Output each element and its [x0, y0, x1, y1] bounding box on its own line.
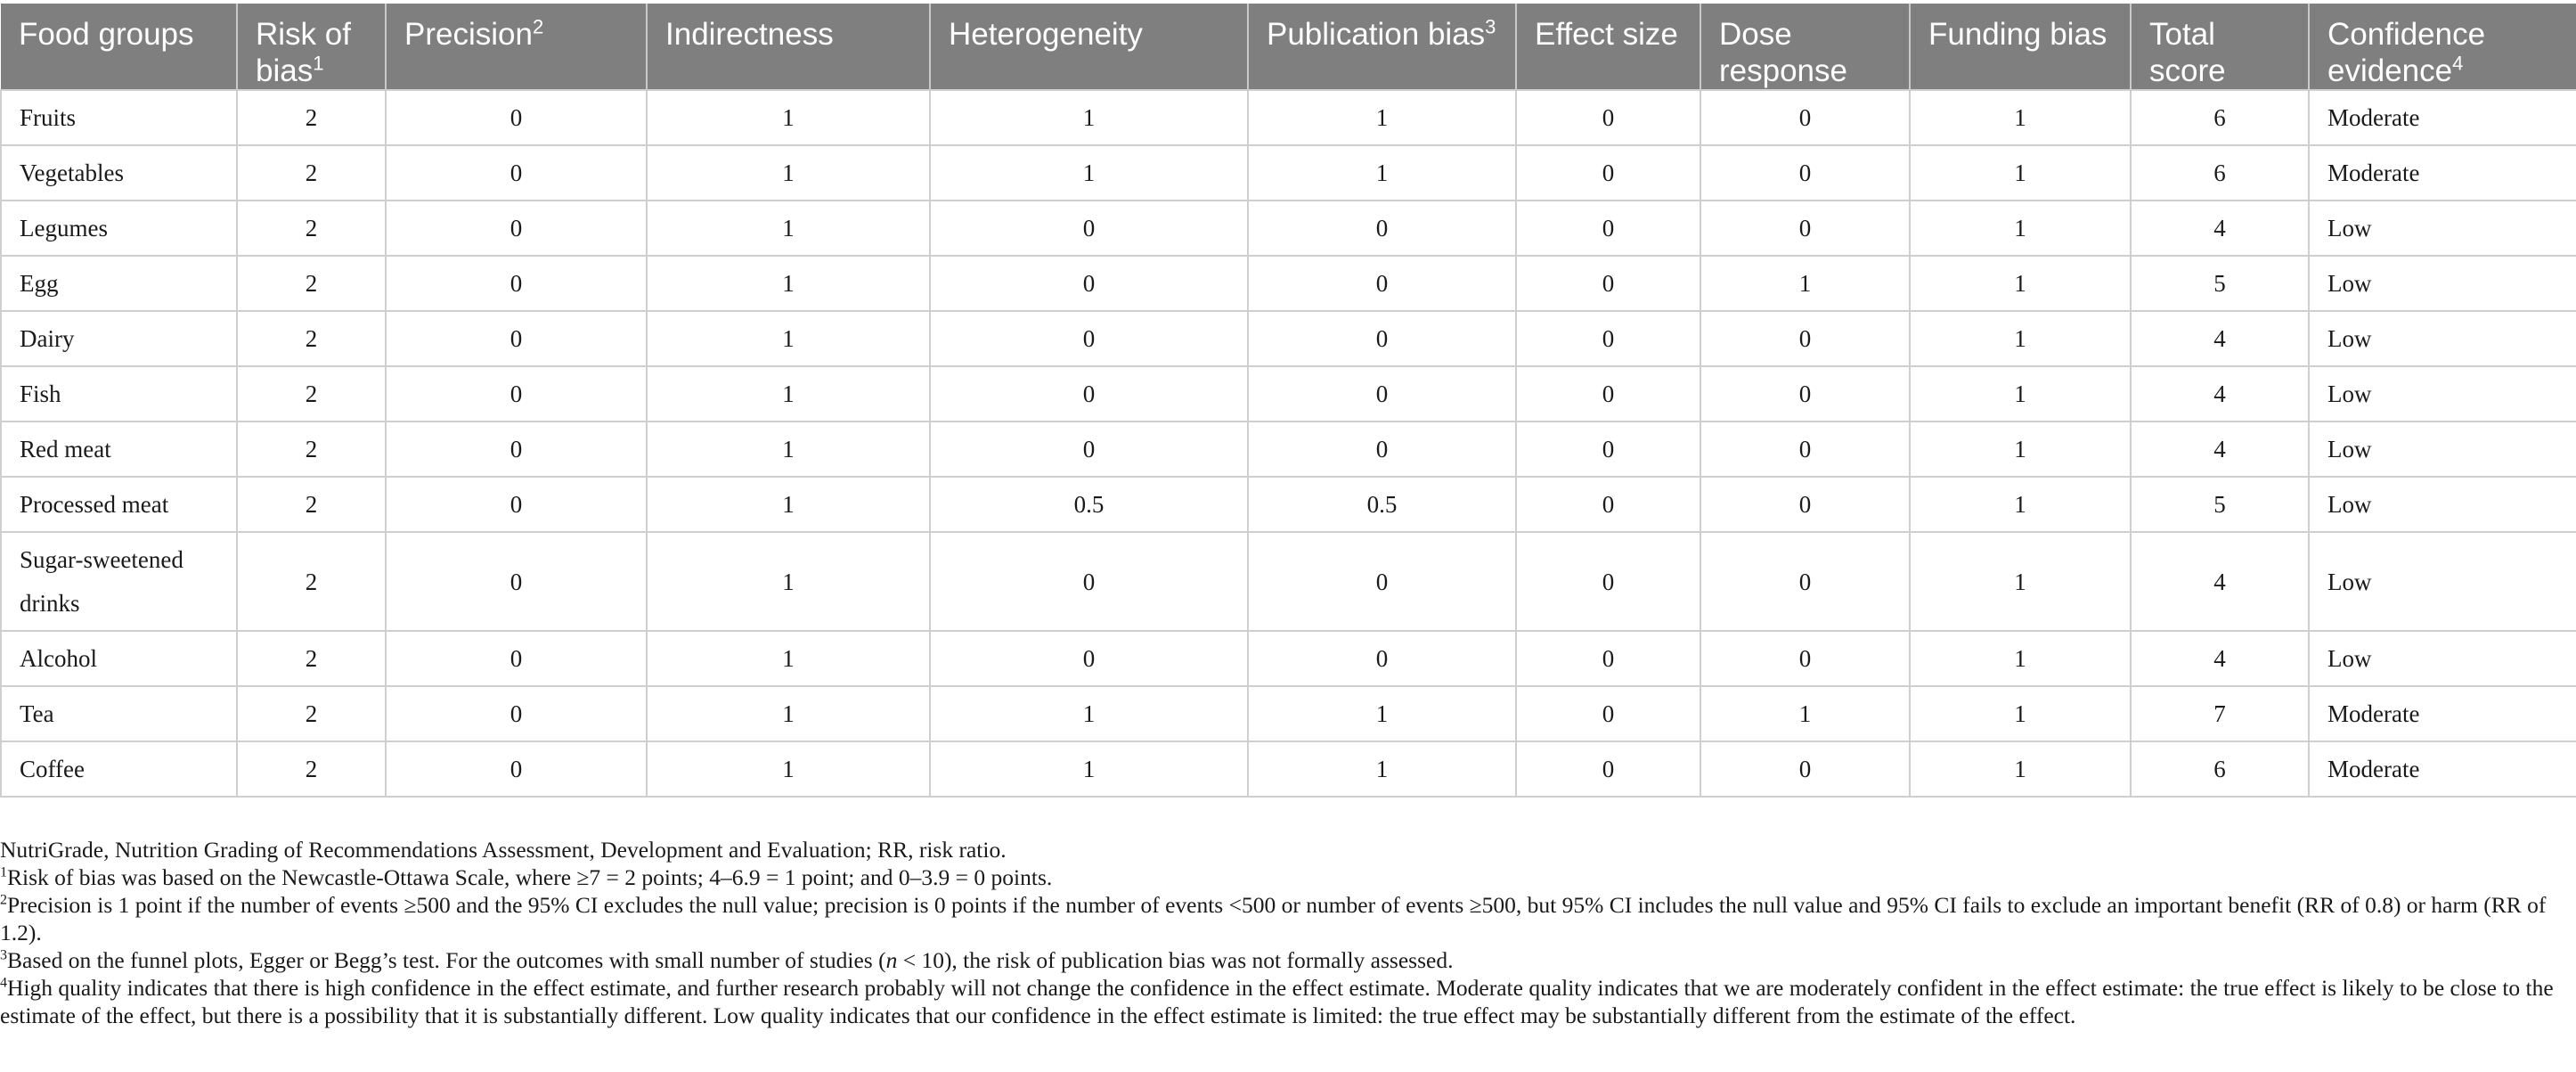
cell-total-score: 4 [2131, 366, 2309, 421]
cell-funding-bias: 1 [1910, 145, 2131, 200]
cell-risk-of-bias: 2 [237, 200, 386, 256]
cell-heterogeneity: 0.5 [930, 477, 1248, 532]
cell-effect-size: 0 [1516, 631, 1700, 686]
cell-publication-bias: 0 [1248, 200, 1516, 256]
table-row [1, 311, 2576, 366]
cell-confidence-evidence: Moderate [2309, 686, 2576, 741]
cell-effect-size: 0 [1516, 200, 1700, 256]
cell-dose-response: 1 [1700, 686, 1910, 741]
cell-heterogeneity: 1 [930, 145, 1248, 200]
cell-dose-response: 0 [1700, 631, 1910, 686]
cell-confidence-evidence: Low [2309, 631, 2576, 686]
table-row [1, 686, 2576, 741]
cell-precision: 0 [386, 256, 647, 311]
cell-indirectness: 1 [647, 366, 930, 421]
cell-effect-size: 0 [1516, 366, 1700, 421]
footnote-3: $^3$Based on the funnel plots, Egger or Begg’s test. For the outcomes with small number of studies (n < 10), the risk of publication bias was not formally assessed. [0, 947, 1454, 973]
cell-publication-bias: 0 [1248, 421, 1516, 477]
cell-risk-of-bias: 2 [237, 741, 386, 797]
nutrigrade-table [0, 4, 2576, 798]
grading-table-container [0, 4, 2576, 798]
cell-total-score: 6 [2131, 145, 2309, 200]
cell-funding-bias: 1 [1910, 256, 2131, 311]
cell-funding-bias: 1 [1910, 631, 2131, 686]
cell-indirectness: 1 [647, 532, 930, 631]
cell-funding-bias: 1 [1910, 200, 2131, 256]
cell-confidence-evidence: Low [2309, 477, 2576, 532]
cell-food-groups: Fish [1, 366, 237, 421]
cell-heterogeneity: 1 [930, 741, 1248, 797]
cell-confidence-evidence: Moderate [2309, 90, 2576, 145]
cell-food-groups: Sugar-sweetened drinks [1, 532, 237, 631]
cell-food-groups: Alcohol [1, 631, 237, 686]
column-header-confidence-evidence: Confidence evidence$^4$ [2309, 4, 2576, 90]
cell-precision: 0 [386, 366, 647, 421]
cell-indirectness: 1 [647, 145, 930, 200]
cell-effect-size: 0 [1516, 145, 1700, 200]
cell-heterogeneity: 0 [930, 256, 1248, 311]
footnote-1: $^1$Risk of bias was based on the Newcastle-Ottawa Scale, where ≥7 = 2 points; 4–6.9 = 1 point; and 0–3.9 = 0 points. [0, 864, 1053, 890]
column-header-effect-size: Effect size [1516, 4, 1700, 90]
cell-risk-of-bias: 2 [237, 686, 386, 741]
cell-total-score: 5 [2131, 477, 2309, 532]
cell-funding-bias: 1 [1910, 741, 2131, 797]
cell-funding-bias: 1 [1910, 532, 2131, 631]
table-row [1, 145, 2576, 200]
table-row [1, 477, 2576, 532]
cell-funding-bias: 1 [1910, 311, 2131, 366]
table-row [1, 421, 2576, 477]
cell-heterogeneity: 0 [930, 311, 1248, 366]
cell-risk-of-bias: 2 [237, 421, 386, 477]
table-row [1, 366, 2576, 421]
cell-indirectness: 1 [647, 90, 930, 145]
cell-total-score: 4 [2131, 311, 2309, 366]
cell-confidence-evidence: Low [2309, 421, 2576, 477]
cell-dose-response: 0 [1700, 366, 1910, 421]
cell-total-score: 4 [2131, 421, 2309, 477]
cell-precision: 0 [386, 90, 647, 145]
cell-risk-of-bias: 2 [237, 631, 386, 686]
cell-precision: 0 [386, 686, 647, 741]
cell-publication-bias: 0.5 [1248, 477, 1516, 532]
cell-dose-response: 0 [1700, 200, 1910, 256]
footnote-4: $^4$High quality indicates that there is high confidence in the effect estimate, and further research probably will not change the confidence in the effect estimate. Moderate quality indicates that we are moderately confident in the effect estimate: the true effect is likely to be close to the estimate of the effect, but there is a possibility that it is substantially different. Low quality indicates that our confidence in the effect estimate is limited: the true effect may be substantially different from the estimate of the effect. [0, 975, 2554, 1028]
cell-risk-of-bias: 2 [237, 90, 386, 145]
cell-heterogeneity: 1 [930, 90, 1248, 145]
cell-food-groups: Egg [1, 256, 237, 311]
header-row [1, 4, 2576, 90]
cell-heterogeneity: 0 [930, 631, 1248, 686]
cell-dose-response: 0 [1700, 145, 1910, 200]
cell-precision: 0 [386, 145, 647, 200]
cell-effect-size: 0 [1516, 256, 1700, 311]
cell-funding-bias: 1 [1910, 477, 2131, 532]
cell-effect-size: 0 [1516, 686, 1700, 741]
column-header-total-score: Total score [2131, 4, 2309, 90]
cell-funding-bias: 1 [1910, 686, 2131, 741]
abbreviations-note: NutriGrade, Nutrition Grading of Recommendations Assessment, Development and Evaluation; RR, risk ratio. [0, 837, 1007, 863]
cell-precision: 0 [386, 532, 647, 631]
cell-confidence-evidence: Moderate [2309, 741, 2576, 797]
cell-indirectness: 1 [647, 631, 930, 686]
cell-total-score: 6 [2131, 741, 2309, 797]
table-row [1, 200, 2576, 256]
cell-dose-response: 1 [1700, 256, 1910, 311]
cell-publication-bias: 1 [1248, 145, 1516, 200]
cell-risk-of-bias: 2 [237, 145, 386, 200]
cell-indirectness: 1 [647, 421, 930, 477]
cell-food-groups: Tea [1, 686, 237, 741]
cell-risk-of-bias: 2 [237, 311, 386, 366]
cell-indirectness: 1 [647, 200, 930, 256]
column-header-publication-bias: Publication bias$^3$ [1248, 4, 1516, 90]
cell-dose-response: 0 [1700, 90, 1910, 145]
column-header-indirectness: Indirectness [647, 4, 930, 90]
cell-precision: 0 [386, 477, 647, 532]
cell-total-score: 5 [2131, 256, 2309, 311]
cell-confidence-evidence: Low [2309, 311, 2576, 366]
cell-total-score: 4 [2131, 532, 2309, 631]
cell-food-groups: Dairy [1, 311, 237, 366]
cell-indirectness: 1 [647, 686, 930, 741]
column-header-risk-of-bias: Risk of bias$^1$ [237, 4, 386, 90]
cell-effect-size: 0 [1516, 741, 1700, 797]
table-row [1, 90, 2576, 145]
cell-risk-of-bias: 2 [237, 532, 386, 631]
cell-funding-bias: 1 [1910, 366, 2131, 421]
cell-food-groups: Legumes [1, 200, 237, 256]
cell-food-groups: Processed meat [1, 477, 237, 532]
cell-precision: 0 [386, 631, 647, 686]
cell-food-groups: Vegetables [1, 145, 237, 200]
table-row [1, 631, 2576, 686]
cell-dose-response: 0 [1700, 477, 1910, 532]
cell-food-groups: Coffee [1, 741, 237, 797]
cell-dose-response: 0 [1700, 421, 1910, 477]
cell-precision: 0 [386, 741, 647, 797]
cell-food-groups: Fruits [1, 90, 237, 145]
cell-effect-size: 0 [1516, 311, 1700, 366]
cell-total-score: 7 [2131, 686, 2309, 741]
cell-heterogeneity: 0 [930, 200, 1248, 256]
table-row [1, 532, 2576, 631]
cell-precision: 0 [386, 200, 647, 256]
cell-dose-response: 0 [1700, 311, 1910, 366]
cell-indirectness: 1 [647, 741, 930, 797]
cell-total-score: 4 [2131, 200, 2309, 256]
table-footnotes [0, 836, 2565, 1029]
cell-indirectness: 1 [647, 311, 930, 366]
cell-publication-bias: 0 [1248, 256, 1516, 311]
cell-total-score: 4 [2131, 631, 2309, 686]
cell-indirectness: 1 [647, 256, 930, 311]
cell-funding-bias: 1 [1910, 421, 2131, 477]
cell-risk-of-bias: 2 [237, 477, 386, 532]
cell-publication-bias: 1 [1248, 90, 1516, 145]
cell-publication-bias: 0 [1248, 366, 1516, 421]
cell-dose-response: 0 [1700, 741, 1910, 797]
cell-effect-size: 0 [1516, 532, 1700, 631]
cell-effect-size: 0 [1516, 90, 1700, 145]
cell-publication-bias: 1 [1248, 686, 1516, 741]
column-header-funding-bias: Funding bias [1910, 4, 2131, 90]
cell-publication-bias: 0 [1248, 532, 1516, 631]
cell-risk-of-bias: 2 [237, 366, 386, 421]
cell-publication-bias: 1 [1248, 741, 1516, 797]
cell-confidence-evidence: Low [2309, 532, 2576, 631]
footnote-2: $^2$Precision is 1 point if the number of events ≥500 and the 95% CI excludes the null value; precision is 0 points if the number of events <500 or number of events ≥500, but 95% CI includes the null value and 95% CI fails to exclude an important benefit (RR of 0.8) or harm (RR of 1.2). [0, 892, 2547, 945]
cell-heterogeneity: 1 [930, 686, 1248, 741]
cell-publication-bias: 0 [1248, 311, 1516, 366]
table-row [1, 256, 2576, 311]
cell-heterogeneity: 0 [930, 532, 1248, 631]
cell-dose-response: 0 [1700, 532, 1910, 631]
cell-total-score: 6 [2131, 90, 2309, 145]
table-body [1, 90, 2576, 797]
cell-food-groups: Red meat [1, 421, 237, 477]
cell-heterogeneity: 0 [930, 366, 1248, 421]
cell-indirectness: 1 [647, 477, 930, 532]
cell-confidence-evidence: Low [2309, 366, 2576, 421]
cell-publication-bias: 0 [1248, 631, 1516, 686]
cell-effect-size: 0 [1516, 477, 1700, 532]
column-header-dose-response: Dose response [1700, 4, 1910, 90]
cell-confidence-evidence: Low [2309, 256, 2576, 311]
cell-confidence-evidence: Moderate [2309, 145, 2576, 200]
column-header-food-groups: Food groups [1, 4, 237, 90]
table-row [1, 741, 2576, 797]
cell-effect-size: 0 [1516, 421, 1700, 477]
cell-precision: 0 [386, 311, 647, 366]
cell-risk-of-bias: 2 [237, 256, 386, 311]
cell-funding-bias: 1 [1910, 90, 2131, 145]
cell-confidence-evidence: Low [2309, 200, 2576, 256]
column-header-precision: Precision$^2$ [386, 4, 647, 90]
cell-precision: 0 [386, 421, 647, 477]
cell-heterogeneity: 0 [930, 421, 1248, 477]
column-header-heterogeneity: Heterogeneity [930, 4, 1248, 90]
